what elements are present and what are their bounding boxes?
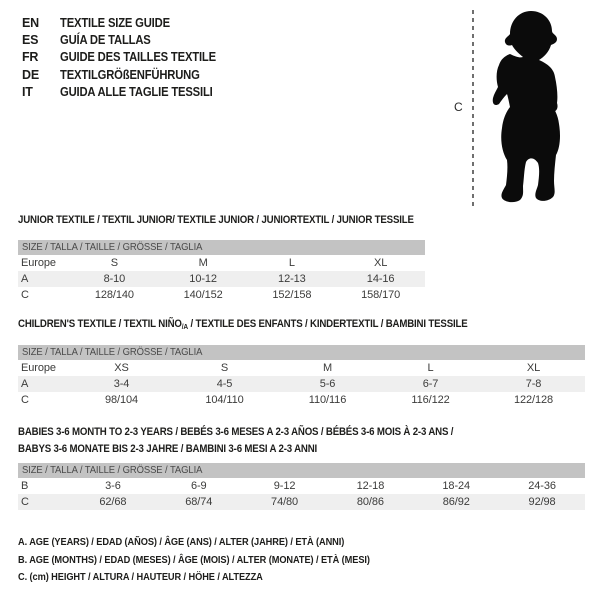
language-code: DE: [22, 67, 39, 82]
cell: M: [198, 257, 208, 269]
footnotes: [18, 534, 418, 587]
row-label: B: [21, 480, 29, 492]
row-label: Europe: [21, 362, 56, 374]
cell: 3-6: [105, 480, 121, 492]
cell: 152/158: [272, 289, 312, 301]
guide-title-en: TEXTILE SIZE GUIDE: [60, 16, 170, 30]
guide-title-de: TEXTILGRÖßENFÜHRUNG: [60, 67, 200, 82]
junior-size-table: [18, 240, 425, 303]
cell: 8-10: [103, 273, 126, 285]
footnote-b: B. AGE (MONTHS) / EDAD (MESES) / ÂGE (MOIS) / ALTER (MONATE) / ETÀ (MESI): [18, 553, 370, 566]
cell: 6-9: [190, 480, 207, 492]
cell: L: [288, 257, 295, 269]
cell: 62/68: [99, 496, 127, 508]
row-label: C: [21, 394, 29, 406]
height-measure-label: C: [454, 100, 463, 114]
cell: 14-16: [366, 273, 395, 285]
cell: 110/116: [308, 394, 347, 406]
cell: 74/80: [271, 496, 299, 508]
row-label: A: [21, 378, 29, 390]
cell: 98/104: [104, 394, 139, 406]
children-size-table: [18, 345, 585, 408]
language-row-es: [22, 32, 233, 49]
row-label: C: [21, 496, 29, 508]
junior-table-title: JUNIOR TEXTILE / TEXTIL JUNIOR/ TEXTILE JUNIOR / JUNIORTEXTIL / JUNIOR TESSILE: [18, 214, 414, 226]
language-code: ES: [22, 33, 39, 48]
cell: 3-4: [113, 378, 130, 390]
children-table-title: CHILDREN'S TEXTILE / TEXTIL $NIÑO_{/A}$ / TEXTILE DES ENFANTS / KINDERTEXTIL / BAMBINI TESSILE: [18, 318, 468, 331]
footnote-a: A. AGE (YEARS) / EDAD (AÑOS) / ÂGE (ANS) / ALTER (JAHRE) / ETÀ (ANNI): [18, 536, 345, 548]
language-code: EN: [22, 16, 39, 30]
table-row-height: [18, 287, 425, 303]
cell: 5-6: [319, 378, 336, 390]
cell: 6-7: [422, 378, 439, 390]
babies-size-table: [18, 463, 585, 510]
language-code: FR: [22, 50, 39, 65]
table-row-europe: [18, 360, 585, 376]
table-row-age: [18, 376, 585, 392]
cell: M: [322, 362, 333, 374]
cell: 128/140: [94, 289, 134, 301]
cell: S: [220, 362, 229, 374]
babies-table-title: BABIES 3-6 MONTH TO 2-3 YEARS / BEBÉS 3-6 MESES A 2-3 AÑOS / BÉBÉS 3-6 MOIS À 2-3 ANS / BABYS 3-6 MONATE BIS 2-3 JAHRE / BAMBINI 3-6 MESI A 2-3 ANNI: [18, 426, 454, 455]
cell: 104/110: [205, 394, 244, 406]
row-label: A: [21, 273, 29, 285]
guide-title-it: GUIDA ALLE TAGLIE TESSILI: [60, 84, 213, 99]
cell: 12-18: [356, 480, 385, 492]
table-row-months: [18, 478, 585, 494]
height-measure-dashed-line: [472, 10, 474, 207]
cell: L: [427, 362, 434, 374]
cell: 10-12: [189, 273, 217, 285]
cell: XL: [373, 257, 388, 269]
cell: 92/98: [528, 496, 556, 508]
language-row-it: [22, 84, 233, 101]
language-code: IT: [22, 84, 33, 99]
cell: 122/128: [513, 394, 554, 406]
cell: 9-12: [273, 480, 296, 492]
cell: 68/74: [185, 496, 213, 508]
language-row-de: [22, 67, 233, 84]
footnote-c: C. (cm) HEIGHT / ALTURA / HAUTEUR / HÖHE / ALTEZZA: [18, 571, 263, 584]
cell: 7-8: [525, 378, 542, 390]
cell: 116/122: [411, 394, 450, 406]
row-label: C: [21, 289, 29, 301]
language-row-en: [22, 15, 233, 32]
guide-title-fr: GUIDE DES TAILLES TEXTILE: [60, 50, 216, 65]
cell: 86/92: [442, 496, 470, 508]
row-label: Europe: [21, 257, 56, 269]
cell: XS: [114, 362, 129, 374]
cell: 4-5: [216, 378, 233, 390]
size-header-bar: SIZE / TALLA / TAILLE / GRÖSSE / TAGLIA: [18, 463, 585, 478]
cell: S: [110, 257, 118, 269]
subscript-a: /A: [181, 322, 189, 331]
cell: XL: [526, 362, 541, 374]
table-row-age: [18, 271, 425, 287]
cell: 24-36: [528, 480, 556, 492]
guide-title-es: GUÍA DE TALLAS: [60, 33, 151, 48]
size-header-bar: SIZE / TALLA / TAILLE / GRÖSSE / TAGLIA: [18, 240, 425, 255]
table-row-europe: [18, 255, 425, 271]
toddler-silhouette-icon: [486, 7, 574, 207]
size-header-bar: SIZE / TALLA / TAILLE / GRÖSSE / TAGLIA: [18, 345, 585, 360]
language-legend: [22, 15, 233, 101]
cell: 18-24: [442, 480, 471, 492]
cell: 158/170: [361, 289, 401, 301]
table-row-height: [18, 392, 585, 408]
language-row-fr: [22, 49, 233, 66]
table-row-height: [18, 494, 585, 510]
cell: 12-13: [278, 273, 306, 285]
cell: 80/86: [356, 496, 384, 508]
cell: 140/152: [183, 289, 223, 301]
